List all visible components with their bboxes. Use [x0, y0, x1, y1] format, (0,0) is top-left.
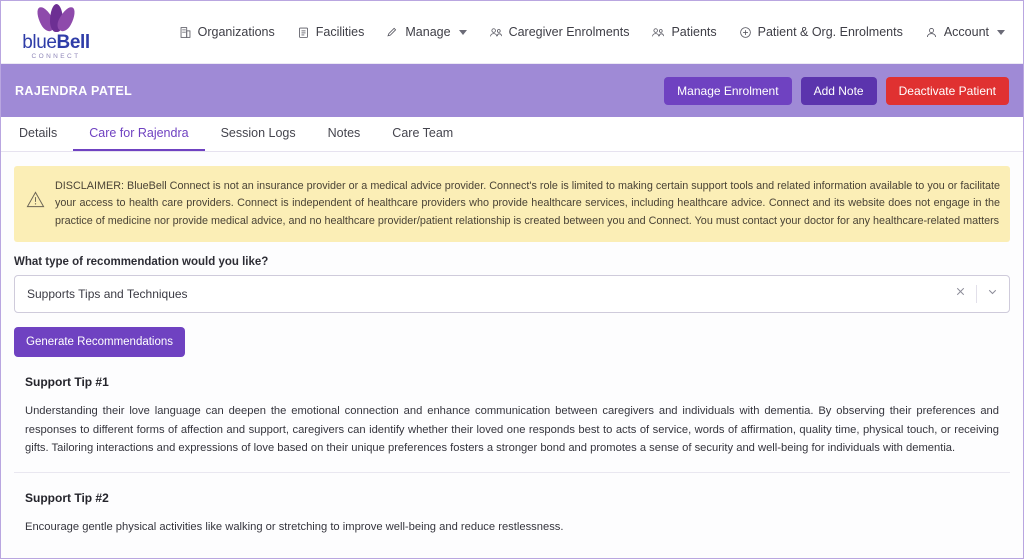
users-icon: [489, 26, 503, 39]
nav-item-facilities[interactable]: [297, 25, 365, 39]
nav-item-account[interactable]: [925, 25, 1005, 39]
recommendation-type-value: Supports Tips and Techniques: [27, 287, 188, 302]
tab-notes[interactable]: Notes: [327, 126, 361, 140]
nav-label: Account: [943, 25, 989, 39]
patient-header-band: [1, 64, 1023, 117]
add-note-button[interactable]: Add Note: [801, 77, 877, 105]
recommendation-divider: [14, 472, 1010, 473]
tab-bar: [1, 117, 1023, 152]
disclaimer-banner: [14, 166, 1010, 242]
tab-details[interactable]: Details: [19, 126, 58, 140]
chevron-down-icon: [997, 30, 1005, 35]
chevron-down-icon: [459, 30, 467, 35]
warning-triangle-icon: [26, 190, 45, 214]
nav-item-patient-org-enrolments[interactable]: [739, 25, 903, 39]
logo-wordmark: [22, 33, 90, 52]
close-x-icon[interactable]: [954, 285, 967, 303]
nav-label: Caregiver Enrolments: [508, 25, 630, 39]
clipboard-icon: [297, 26, 310, 39]
disclaimer-text: DISCLAIMER: BlueBell Connect is not an insurance provider or a medical advice provider. Connect's role is limited to making certain support tools and related information available to you or facilitate your access to health care providers. Connect is independent of healthcare providers who provide healthcare services, including healthcare advice. Connect and its website does not engage in the practice of medicine nor provide medical advice, and no healthcare provider/patient relationship is created between you and Connect. You must contact your doctor for any healthcare-related matters: [55, 180, 1000, 227]
plus-circle-icon: [739, 26, 752, 39]
nav-item-manage[interactable]: [386, 25, 466, 39]
nav-item-patients[interactable]: [651, 25, 716, 39]
recommendation-type-label: What type of recommendation would you like?: [14, 256, 269, 269]
logo-word-light: blue: [22, 32, 57, 53]
chevron-down-icon[interactable]: [986, 285, 999, 303]
bluebell-flower-icon: [30, 4, 82, 32]
top-navigation-bar: [1, 1, 1023, 64]
nav-label: Patients: [671, 25, 717, 39]
recommendation-item: [14, 491, 1010, 536]
recommendation-item: [14, 375, 1010, 472]
nav-label: Manage: [405, 25, 451, 39]
tab-care-for-rajendra[interactable]: Care for Rajendra: [73, 117, 204, 151]
generate-recommendations-button[interactable]: Generate Recommendations: [14, 327, 185, 357]
patient-actions: [664, 77, 1009, 105]
recommendation-title: Support Tip #1: [25, 375, 109, 390]
building-icon: [179, 26, 192, 39]
main-nav: [179, 25, 1009, 39]
tab-session-logs[interactable]: Session Logs: [220, 126, 296, 140]
recommendation-title: Support Tip #2: [25, 490, 109, 505]
user-icon: [925, 26, 938, 39]
select-separator: [976, 285, 977, 303]
main-content: [1, 152, 1023, 559]
nav-label: Patient & Org. Enrolments: [757, 25, 903, 39]
select-controls: [954, 285, 999, 303]
bluebell-logo[interactable]: [19, 4, 93, 60]
nav-item-caregiver-enrolments[interactable]: [489, 25, 630, 39]
deactivate-patient-button[interactable]: Deactivate Patient: [886, 77, 1009, 105]
tab-care-team[interactable]: Care Team: [392, 126, 454, 140]
logo-tagline: CONNECT: [31, 53, 81, 60]
recommendation-body: Encourage gentle physical activities like walking or stretching to improve well-being and reduce restlessness.: [25, 520, 564, 533]
pencil-icon: [386, 26, 399, 39]
recommendation-type-select[interactable]: [14, 275, 1010, 313]
logo-word-bold: Bell: [56, 32, 90, 53]
nav-label: Facilities: [315, 25, 365, 39]
manage-enrolment-button[interactable]: Manage Enrolment: [664, 77, 791, 105]
nav-item-organizations[interactable]: [179, 25, 275, 39]
recommendation-body: Understanding their love language can deepen the emotional connection and enhance communication between caregivers and individuals with dementia. By observing their preferences and responses to different forms of affection and support, caregivers can identify whether their loved one responds best to acts of service, words of affirmation, quality time, physical touch, or receiving gifts. Tailoring interactions and expressions of love based on their unique preferences fosters a stronger bond and promotes a sense of security and well-being for individuals with dementia.: [25, 405, 999, 455]
patient-name: RAJENDRA PATEL: [15, 83, 133, 98]
nav-label: Organizations: [197, 25, 275, 39]
people-icon: [651, 26, 665, 39]
